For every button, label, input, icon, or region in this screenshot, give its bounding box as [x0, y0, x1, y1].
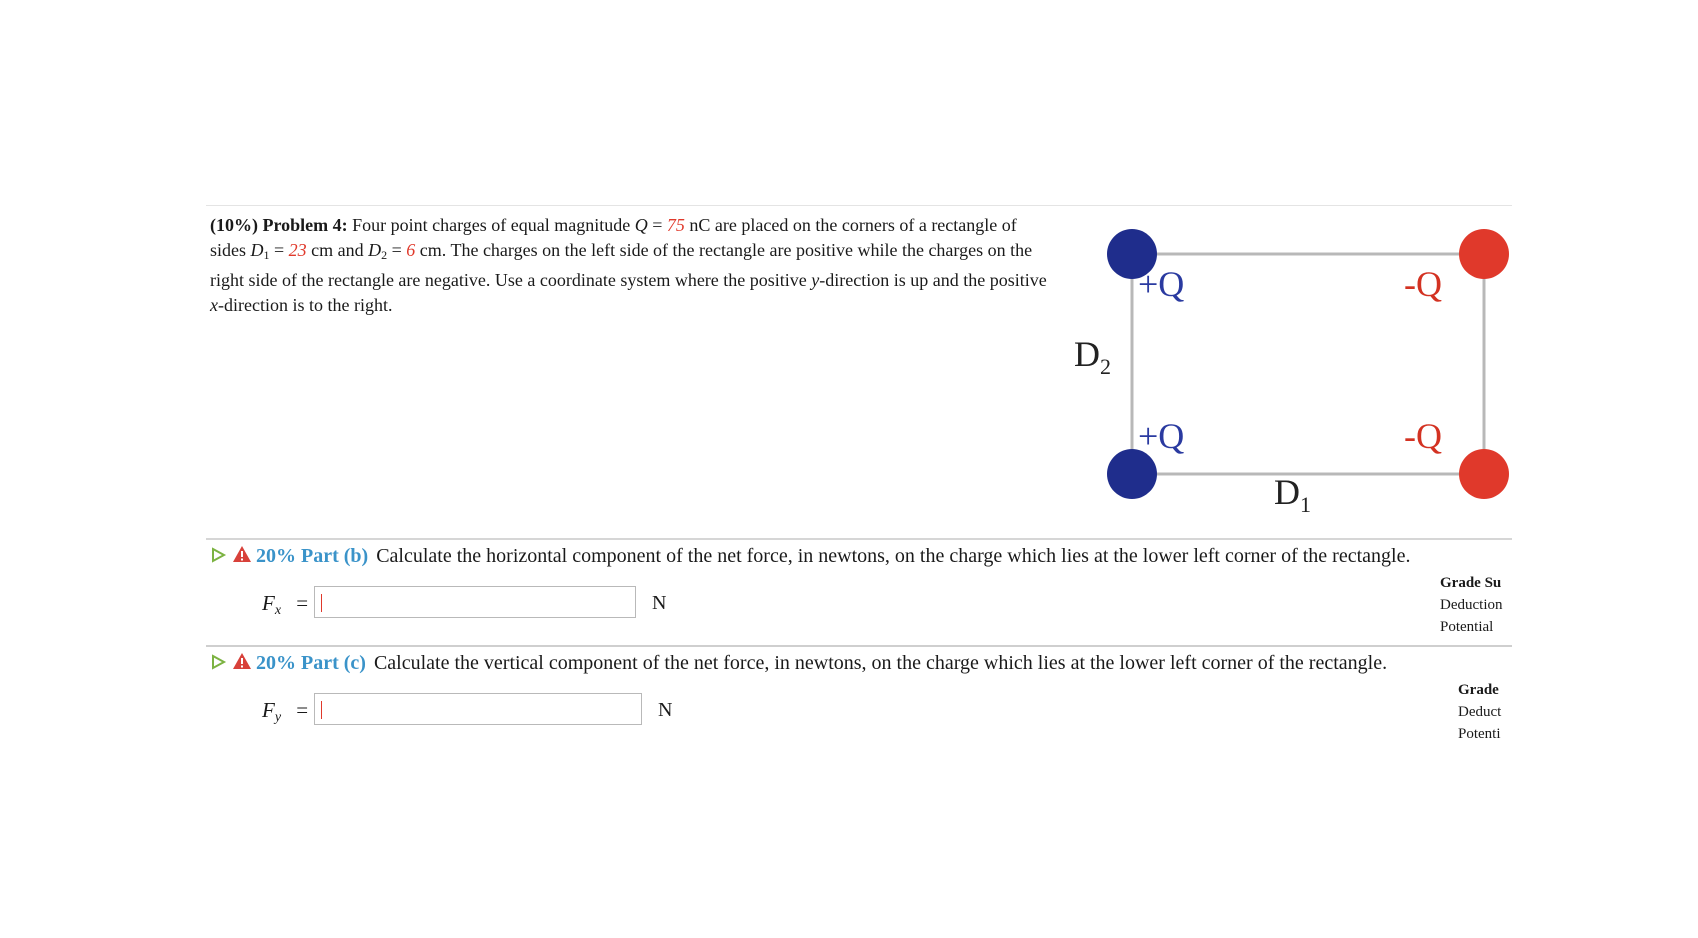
label-top-left: +Q: [1138, 264, 1185, 304]
problem-text-b: nC are placed on the corners of a rectangle of sides: [210, 215, 1017, 260]
part-c-grade-summary: [1458, 679, 1512, 747]
label-bottom-right: -Q: [1404, 416, 1442, 456]
d1-sub: 1: [263, 248, 270, 262]
charge-top-right: [1459, 229, 1509, 279]
part-b-header: [210, 540, 1510, 572]
q-symbol: Q: [634, 215, 648, 235]
part-b-name: Part (b): [301, 545, 369, 567]
d2-symbol: D: [368, 240, 382, 260]
part-c-variable: [262, 698, 282, 725]
problem-text-d: cm. The charges on the left side of the rectangle are positive while the charges on the right side of the rectangle are negative. Use a coordinate system where the positive: [210, 240, 1033, 290]
top-divider: [206, 205, 1512, 206]
d2-sub: 2: [381, 248, 388, 262]
part-b-unit: N: [652, 592, 667, 614]
problem-text-c: cm and: [306, 240, 369, 260]
part-c-var-sub: y: [274, 710, 282, 725]
part-c-unit: N: [658, 699, 673, 721]
label-top-right: -Q: [1404, 264, 1442, 304]
text-caret: [321, 701, 322, 719]
d1-symbol: D: [250, 240, 264, 260]
problem-text-a: Four point charges of equal magnitude: [352, 215, 635, 235]
part-c-percent: 20%: [256, 652, 296, 674]
problem-text-f: -direction is to the right.: [218, 295, 393, 315]
charge-diagram-svg: [1060, 220, 1520, 520]
charge-diagram: [1060, 220, 1520, 520]
problem-weight: (10%): [210, 215, 258, 235]
text-caret: [321, 594, 322, 612]
part-b-equals: =: [296, 591, 309, 615]
label-d1-sub: 1: [1300, 492, 1311, 517]
part-c-header: [210, 647, 1510, 679]
equals-q: =: [647, 215, 667, 235]
part-b-answer-row: [262, 584, 682, 622]
part-b-percent: 20%: [256, 545, 296, 567]
part-b-grade-summary: [1440, 572, 1510, 635]
q-value: 75: [666, 215, 685, 235]
grade-deductions: Deduction: [1440, 597, 1503, 613]
problem-text-e: -direction is up and the positive: [819, 270, 1047, 290]
problem-statement: [210, 213, 1050, 318]
charge-bottom-left: [1107, 449, 1157, 499]
part-c-equals: =: [296, 698, 309, 722]
expand-play-icon[interactable]: [210, 648, 228, 680]
label-bottom-left: +Q: [1138, 416, 1185, 456]
part-c-answer-row: [262, 691, 692, 729]
d2-value: 6: [406, 240, 416, 260]
grade-summary-title: Grade Su: [1440, 575, 1502, 591]
part-c-question: Calculate the vertical component of the net force, in newtons, on the charge which lies at the lower left corner of the rectangle.: [373, 652, 1388, 674]
expand-play-icon[interactable]: [210, 541, 228, 573]
equals-d1: =: [269, 240, 289, 260]
label-d1: [1274, 472, 1311, 517]
fy-answer-input[interactable]: [314, 693, 642, 725]
equals-d2: =: [387, 240, 407, 260]
part-b-variable: [262, 591, 282, 618]
label-d1-main: D: [1274, 472, 1300, 512]
x-direction: x: [210, 295, 218, 315]
grade-potential: Potenti: [1458, 726, 1501, 742]
grade-summary-title: Grade: [1458, 682, 1499, 698]
d1-value: 23: [288, 240, 307, 260]
part-b-label[interactable]: [256, 545, 368, 567]
grade-potential: Potential: [1440, 619, 1494, 635]
part-c-name: Part (c): [301, 652, 366, 674]
grade-deductions: Deduct: [1458, 704, 1502, 720]
part-c-label[interactable]: [256, 652, 366, 674]
label-d2-sub: 2: [1100, 354, 1111, 379]
problem-label: Problem 4:: [262, 215, 348, 235]
label-d2: [1074, 334, 1111, 379]
warning-icon: [232, 648, 252, 680]
part-c-var-symbol: F: [262, 698, 275, 722]
part-b-var-symbol: F: [262, 591, 275, 615]
fx-answer-input[interactable]: [314, 586, 636, 618]
charge-bottom-right: [1459, 449, 1509, 499]
y-direction: y: [811, 270, 820, 290]
part-b-var-sub: x: [274, 603, 282, 618]
label-d2-main: D: [1074, 334, 1100, 374]
part-b-question: Calculate the horizontal component of the net force, in newtons, on the charge which lies at the lower left corner of the rectangle.: [376, 545, 1411, 567]
warning-icon: [232, 541, 252, 573]
